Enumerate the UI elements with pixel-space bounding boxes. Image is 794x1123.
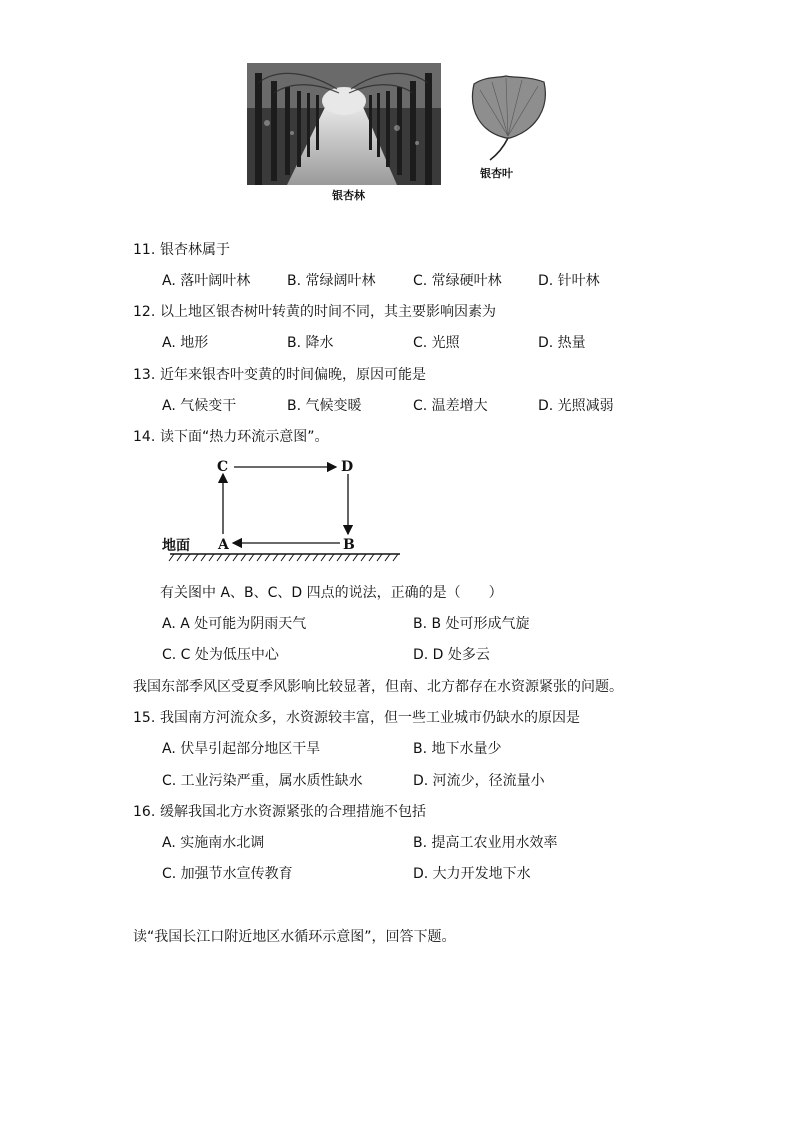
question-11-number: 11. bbox=[133, 242, 156, 258]
diagram-label-a: A bbox=[218, 537, 229, 553]
question-13-option-d[interactable]: D. 光照减弱 bbox=[538, 398, 614, 414]
question-15-option-a[interactable]: A. 伏旱引起部分地区干旱 bbox=[162, 741, 321, 757]
diagram-label-b: B bbox=[343, 537, 355, 553]
question-11-option-b[interactable]: B. 常绿阔叶林 bbox=[287, 273, 376, 289]
forest-caption: 银杏林 bbox=[332, 189, 365, 202]
diagram-label-d: D bbox=[341, 459, 354, 475]
question-13-text: 近年来银杏叶变黄的时间偏晚，原因可能是 bbox=[160, 367, 426, 383]
question-12-number: 12. bbox=[133, 304, 156, 320]
closing-instruction: 读“我国长江口附近地区水循环示意图”，回答下题。 bbox=[133, 929, 456, 945]
question-15-option-b[interactable]: B. 地下水量少 bbox=[413, 741, 502, 757]
question-16-option-a[interactable]: A. 实施南水北调 bbox=[162, 835, 265, 851]
question-14-option-b[interactable]: B. B 处可形成气旋 bbox=[413, 616, 530, 632]
question-16-option-d[interactable]: D. 大力开发地下水 bbox=[413, 866, 531, 882]
question-14-option-a[interactable]: A. A 处可能为阴雨天气 bbox=[162, 616, 307, 632]
thermal-circulation-diagram bbox=[160, 456, 404, 566]
leaf-caption: 银杏叶 bbox=[480, 167, 513, 180]
question-12-option-c[interactable]: C. 光照 bbox=[413, 335, 460, 351]
question-16-text: 缓解我国北方水资源紧张的合理措施不包括 bbox=[160, 804, 426, 820]
question-15-option-c[interactable]: C. 工业污染严重，属水质性缺水 bbox=[162, 773, 363, 789]
question-16-option-c[interactable]: C. 加强节水宣传教育 bbox=[162, 866, 293, 882]
question-13-number: 13. bbox=[133, 367, 156, 383]
question-15-text: 我国南方河流众多，水资源较丰富，但一些工业城市仍缺水的原因是 bbox=[160, 710, 580, 726]
question-14-text: 读下面“热力环流示意图”。 bbox=[160, 429, 329, 445]
question-16-option-b[interactable]: B. 提高工农业用水效率 bbox=[413, 835, 558, 851]
diagram-ground-label: 地面 bbox=[162, 538, 190, 554]
question-14-option-d[interactable]: D. D 处多云 bbox=[413, 647, 490, 663]
question-11-option-c[interactable]: C. 常绿硬叶林 bbox=[413, 273, 502, 289]
question-13-option-b[interactable]: B. 气候变暖 bbox=[287, 398, 362, 414]
intro-paragraph: 我国东部季风区受夏季风影响比较显著，但南、北方都存在水资源紧张的问题。 bbox=[133, 679, 623, 695]
question-12-option-d[interactable]: D. 热量 bbox=[538, 335, 586, 351]
diagram-label-c: C bbox=[217, 459, 229, 475]
question-16-number: 16. bbox=[133, 804, 156, 820]
ginkgo-leaf-icon bbox=[466, 72, 550, 162]
question-13-option-c[interactable]: C. 温差增大 bbox=[413, 398, 488, 414]
question-13-option-a[interactable]: A. 气候变干 bbox=[162, 398, 237, 414]
ginkgo-forest-photo bbox=[247, 63, 441, 185]
question-12-option-b[interactable]: B. 降水 bbox=[287, 335, 334, 351]
question-15-number: 15. bbox=[133, 710, 156, 726]
question-12-option-a[interactable]: A. 地形 bbox=[162, 335, 209, 351]
question-14-number: 14. bbox=[133, 429, 156, 445]
question-11-text: 银杏林属于 bbox=[160, 242, 230, 258]
question-12-text: 以上地区银杏树叶转黄的时间不同，其主要影响因素为 bbox=[160, 304, 496, 320]
question-14-subtext: 有关图中 A、B、C、D 四点的说法，正确的是（ ） bbox=[160, 585, 503, 601]
question-11-option-a[interactable]: A. 落叶阔叶林 bbox=[162, 273, 251, 289]
question-11-option-d[interactable]: D. 针叶林 bbox=[538, 273, 600, 289]
question-14-option-c[interactable]: C. C 处为低压中心 bbox=[162, 647, 279, 663]
question-15-option-d[interactable]: D. 河流少，径流量小 bbox=[413, 773, 545, 789]
